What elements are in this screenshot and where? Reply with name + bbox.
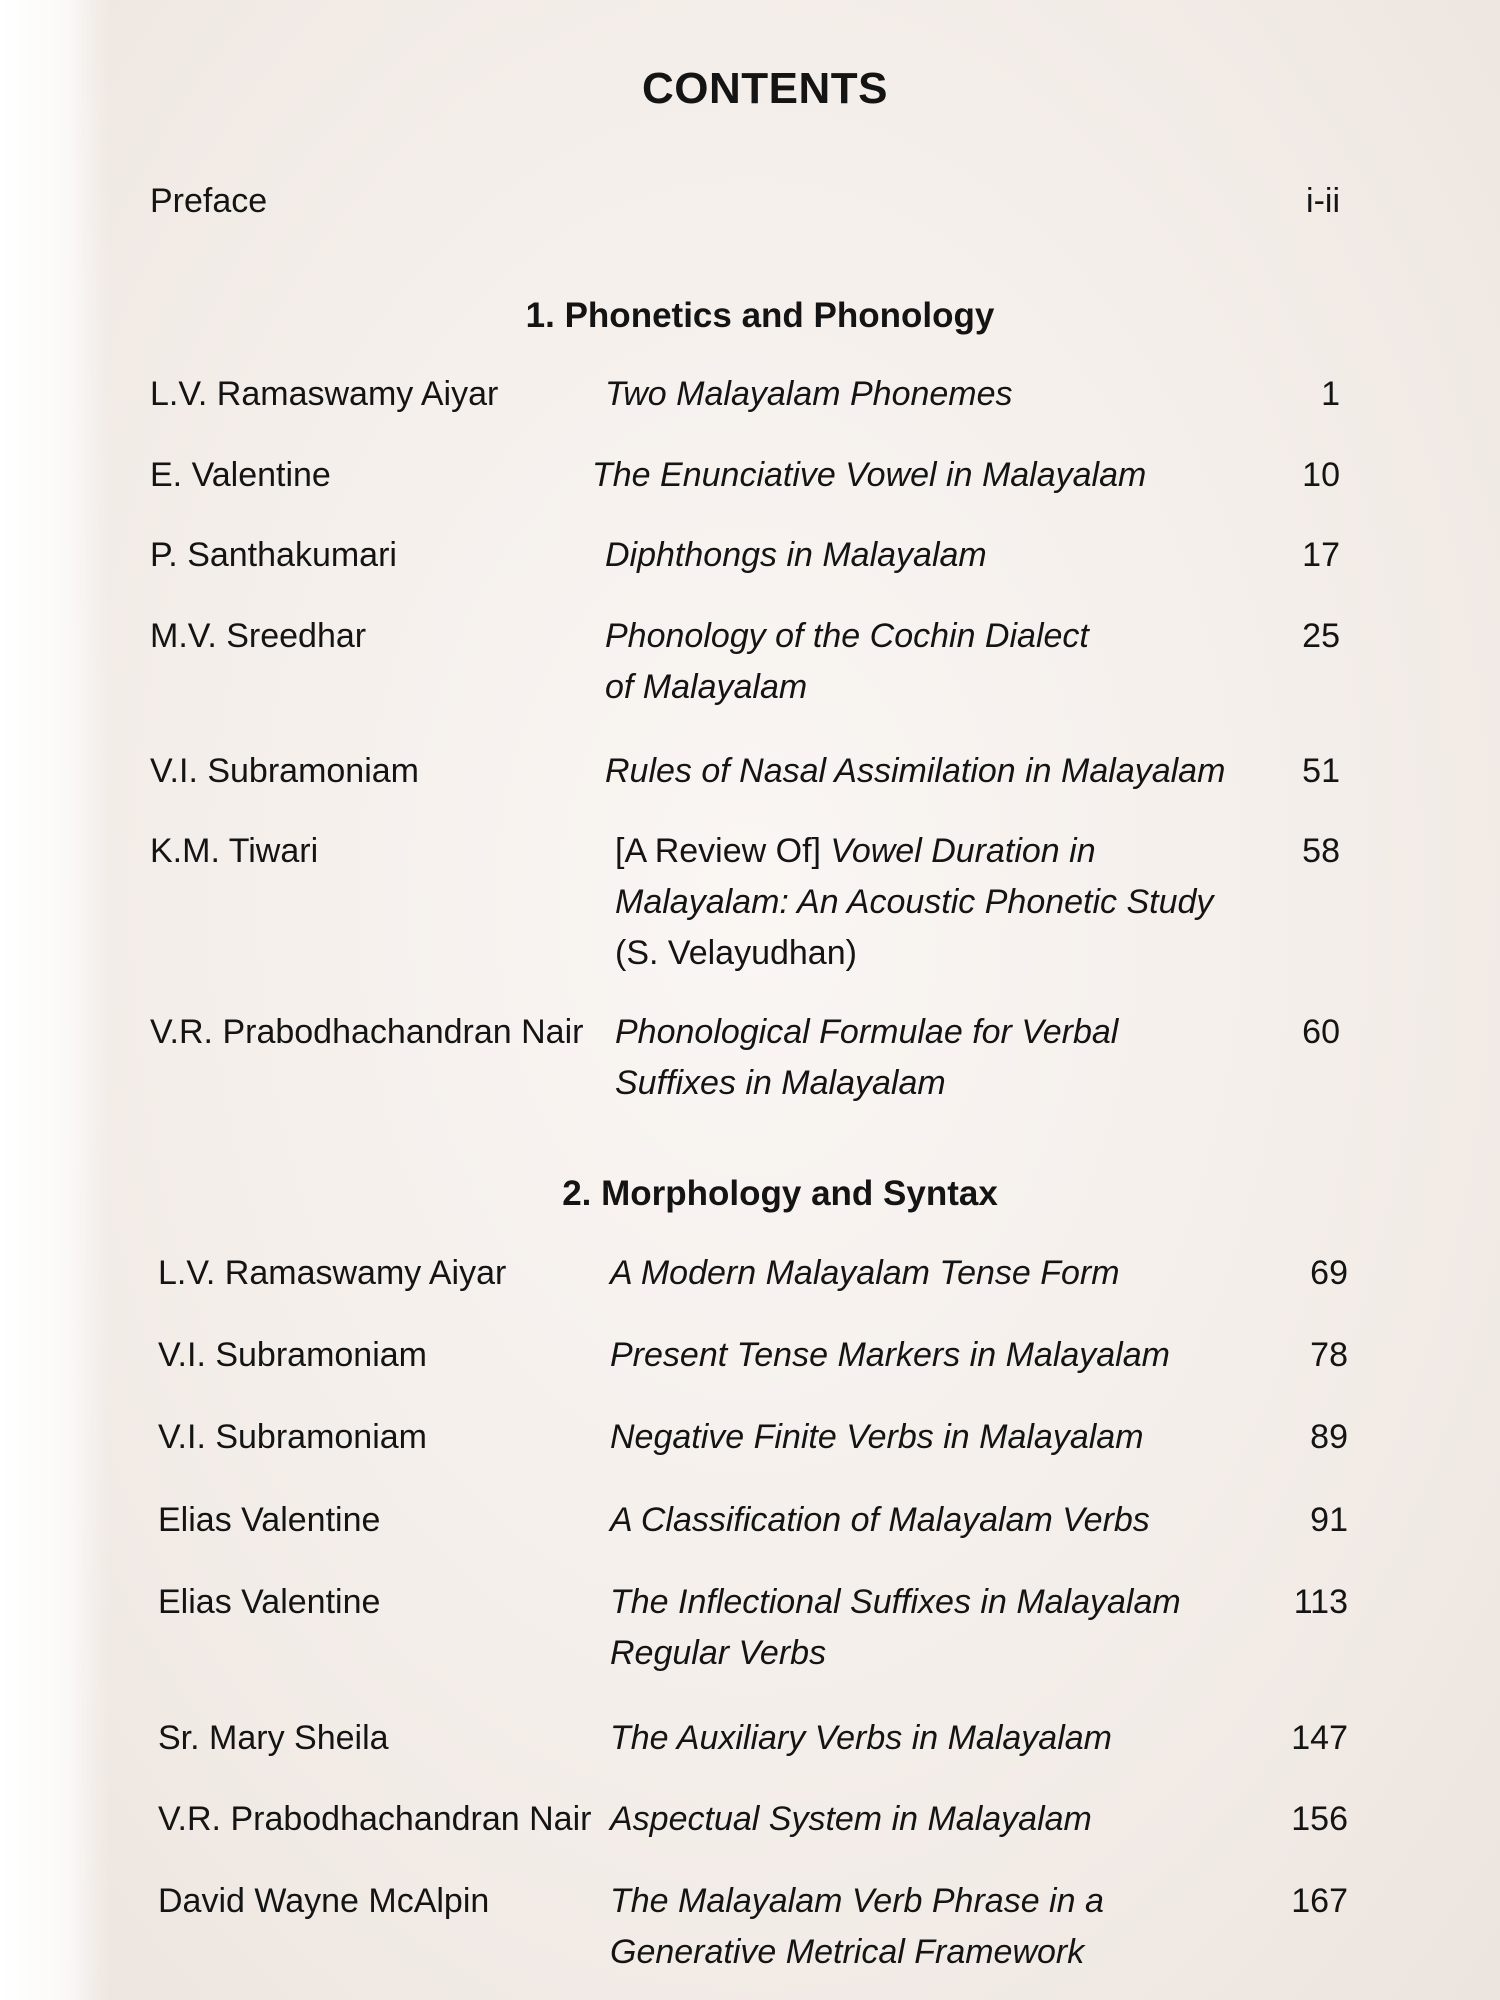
entry-title: A Classification of Malayalam Verbs [610,1501,1150,1539]
entry-page: 17 [1302,536,1340,574]
entry-page: 51 [1302,752,1340,790]
entry-page: 25 [1302,617,1340,655]
entry-title-line: The Inflectional Suffixes in Malayalam [610,1583,1181,1621]
entry-page: 156 [1291,1800,1348,1838]
entry-author: L.V. Ramaswamy Aiyar [150,375,499,413]
preface-label: Preface [150,182,268,220]
entry-page: 147 [1291,1719,1348,1757]
entry-title: Rules of Nasal Assimilation in Malayalam [605,752,1226,790]
entry-page: 1 [1321,375,1340,413]
entry-page: 10 [1302,456,1340,494]
entry-title: The Auxiliary Verbs in Malayalam [610,1719,1112,1757]
entry-title-line: Generative Metrical Framework [610,1933,1085,1971]
preface-page: i-ii [1306,182,1340,220]
page-title: CONTENTS [642,64,888,113]
entry-author: V.I. Subramoniam [158,1336,427,1374]
entry-author: K.M. Tiwari [150,832,319,870]
entry-title-line: Regular Verbs [610,1634,827,1672]
entry-author: V.I. Subramoniam [150,752,419,790]
entry-title-line: Phonology of the Cochin Dialect [605,617,1089,655]
entry-title: The Enunciative Vowel in Malayalam [592,456,1147,494]
entry-page: 91 [1310,1501,1348,1539]
entry-title: Aspectual System in Malayalam [610,1800,1092,1838]
entry-title-line: Phonological Formulae for Verbal [615,1013,1119,1051]
entry-title-line: Vowel Duration in [830,832,1096,870]
entry-author: E. Valentine [150,456,331,494]
entry-title-line: The Malayalam Verb Phrase in a [610,1882,1104,1920]
entry-author: Elias Valentine [158,1583,381,1621]
entry-page: 89 [1310,1418,1348,1456]
entry-author: M.V. Sreedhar [150,617,367,655]
section-heading-phonetics: 1. Phonetics and Phonology [525,296,995,335]
entry-page: 58 [1302,832,1340,870]
entry-author: V.R. Prabodhachandran Nair [158,1800,592,1838]
entry-title: Two Malayalam Phonemes [605,375,1013,413]
entry-author: V.I. Subramoniam [158,1418,427,1456]
entry-title-line: of Malayalam [605,668,808,706]
entry-page: 167 [1291,1882,1348,1920]
entry-author: Elias Valentine [158,1501,381,1539]
entry-title-line: Suffixes in Malayalam [615,1064,946,1102]
entry-author: V.R. Prabodhachandran Nair [150,1013,584,1051]
entry-page: 69 [1310,1254,1348,1292]
entry-title-line: Malayalam: An Acoustic Phonetic Study [615,883,1214,921]
entry-title: Diphthongs in Malayalam [605,536,987,574]
entry-title: Present Tense Markers in Malayalam [610,1336,1170,1374]
entry-page: 60 [1302,1013,1340,1051]
entry-title: Negative Finite Verbs in Malayalam [610,1418,1144,1456]
entry-title-line: (S. Velayudhan) [615,934,857,972]
entry-title-prefix: [A Review Of] [615,832,831,870]
entry-title: A Modern Malayalam Tense Form [610,1254,1120,1292]
entry-page: 78 [1310,1336,1348,1374]
entry-author: Sr. Mary Sheila [158,1719,389,1757]
section-heading-morphology: 2. Morphology and Syntax [562,1174,998,1213]
entry-author: David Wayne McAlpin [158,1882,490,1920]
entry-author: P. Santhakumari [150,536,397,574]
entry-page: 113 [1293,1583,1348,1621]
entry-author: L.V. Ramaswamy Aiyar [158,1254,507,1292]
